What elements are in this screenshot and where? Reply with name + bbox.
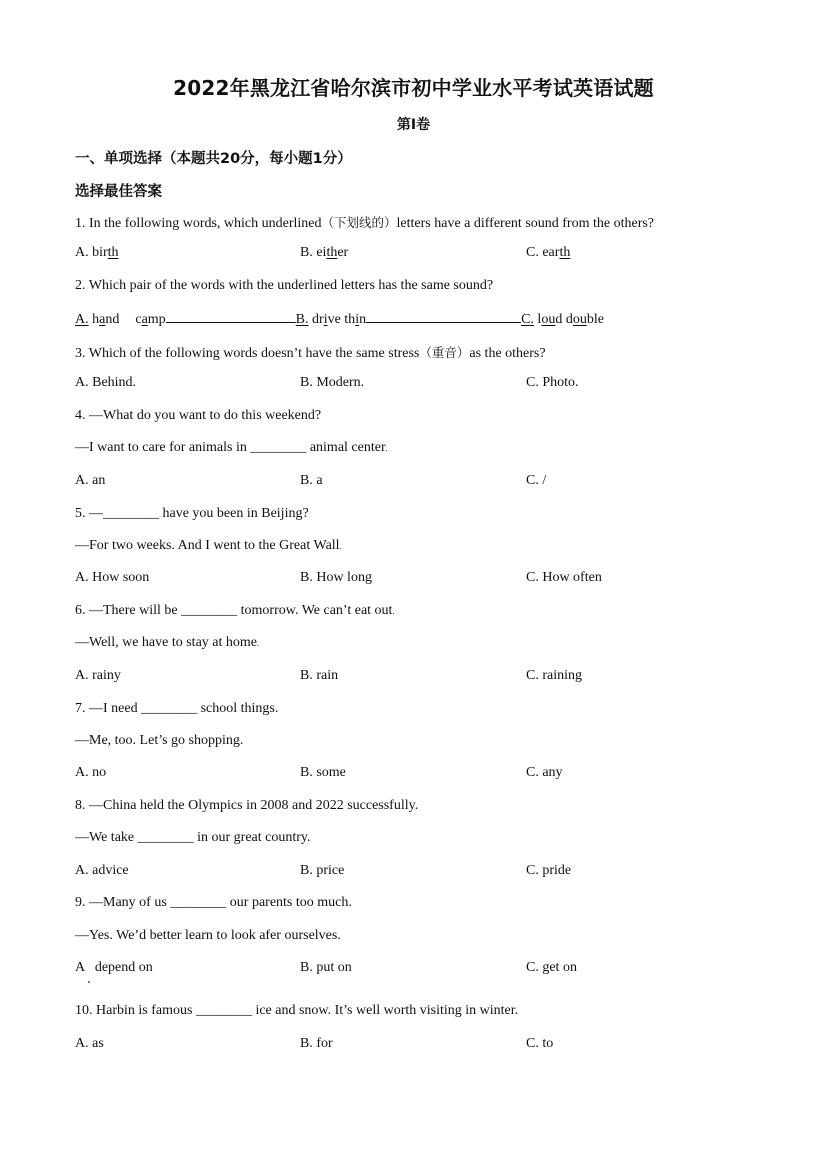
question-2-options-row: [75, 310, 604, 328]
question-1-option-b[interactable]: B. either: [300, 245, 349, 260]
question-1-stem: 1. In the following words, which underlined（下划线的）letters have a different sound from the others?: [75, 215, 655, 231]
question-4-line-1: 4. —What do you want to do this weekend?: [75, 408, 322, 423]
stray-dot: [88, 981, 90, 983]
answer-blank: ________: [137, 830, 194, 845]
question-6-option-a[interactable]: A. rainy: [75, 668, 121, 683]
section-heading: 一、单项选择（本题共20分，每小题1分）: [75, 151, 352, 167]
question-6-line-2: —Well, we have to stay at home.: [75, 635, 259, 650]
question-3-option-c[interactable]: C. Photo.: [526, 375, 579, 390]
answer-blank: ________: [250, 440, 307, 455]
question-4-option-a[interactable]: A. an: [75, 473, 106, 488]
question-7-line-1: 7. —I need ________ school things.: [75, 701, 279, 716]
question-4-line-2: —I want to care for animals in ________ animal center.: [75, 440, 388, 455]
question-4-option-b[interactable]: B. a: [300, 473, 323, 488]
question-8-line-2: —We take ________ in our great country.: [75, 830, 311, 845]
question-3-option-a[interactable]: A. Behind.: [75, 375, 137, 390]
question-9-line-1: 9. —Many of us ________ our parents too much.: [75, 895, 352, 910]
question-2-option-a[interactable]: A. hand camp: [75, 312, 296, 327]
question-8-line-1: 8. —China held the Olympics in 2008 and 2022 successfully.: [75, 798, 419, 813]
question-10-line-1: 10. Harbin is famous ________ ice and snow. It’s well worth visiting in winter.: [75, 1003, 519, 1018]
question-2-option-c[interactable]: C. loud double: [521, 312, 604, 327]
question-9-option-b[interactable]: B. put on: [300, 960, 352, 975]
question-2-option-b[interactable]: B. drive thin: [296, 312, 521, 327]
question-5-option-b[interactable]: B. How long: [300, 570, 372, 585]
answer-blank: ________: [195, 1003, 252, 1018]
question-7-option-c[interactable]: C. any: [526, 765, 563, 780]
answer-blank: ________: [103, 506, 159, 521]
question-8-option-b[interactable]: B. price: [300, 863, 345, 878]
page-title: 2022年黑龙江省哈尔滨市初中学业水平考试英语试题: [173, 76, 654, 100]
question-5-option-a[interactable]: A. How soon: [75, 570, 150, 585]
question-3-option-b[interactable]: B. Modern.: [300, 375, 365, 390]
question-7-option-a[interactable]: A. no: [75, 765, 107, 780]
question-1-option-c[interactable]: C. earth: [526, 245, 571, 260]
answer-blank: ________: [181, 603, 238, 618]
question-9-line-2: —Yes. We’d better learn to look afer ourselves.: [75, 928, 341, 943]
answer-blank: ________: [170, 895, 227, 910]
question-6-line-1: 6. —There will be ________ tomorrow. We can’t eat out.: [75, 603, 395, 618]
question-10-option-a[interactable]: A. as: [75, 1036, 104, 1051]
question-10-option-b[interactable]: B. for: [300, 1036, 333, 1051]
question-3-stem: 3. Which of the following words doesn’t have the same stress（重音）as the others?: [75, 345, 546, 361]
question-8-option-c[interactable]: C. pride: [526, 863, 572, 878]
question-6-option-b[interactable]: B. rain: [300, 668, 339, 683]
section-instruction: 选择最佳答案: [75, 184, 162, 200]
question-5-line-1: 5. —________ have you been in Beijing?: [75, 506, 309, 521]
question-9-option-a[interactable]: A depend on: [75, 960, 153, 975]
question-5-option-c[interactable]: C. How often: [526, 570, 602, 585]
question-5-line-2: —For two weeks. And I went to the Great Wall.: [75, 538, 342, 553]
answer-blank: ________: [141, 701, 198, 716]
question-1-option-a[interactable]: A. birth: [75, 245, 119, 260]
question-9-option-c[interactable]: C. get on: [526, 960, 577, 975]
question-6-option-c[interactable]: C. raining: [526, 668, 582, 683]
question-7-option-b[interactable]: B. some: [300, 765, 346, 780]
question-8-option-a[interactable]: A. advice: [75, 863, 129, 878]
question-2-stem: 2. Which pair of the words with the underlined letters has the same sound?: [75, 278, 494, 293]
question-4-option-c[interactable]: C. /: [526, 473, 547, 488]
question-7-line-2: —Me, too. Let’s go shopping.: [75, 733, 244, 748]
volume-label: 第Ⅰ卷: [396, 117, 431, 133]
question-10-option-c[interactable]: C. to: [526, 1036, 554, 1051]
